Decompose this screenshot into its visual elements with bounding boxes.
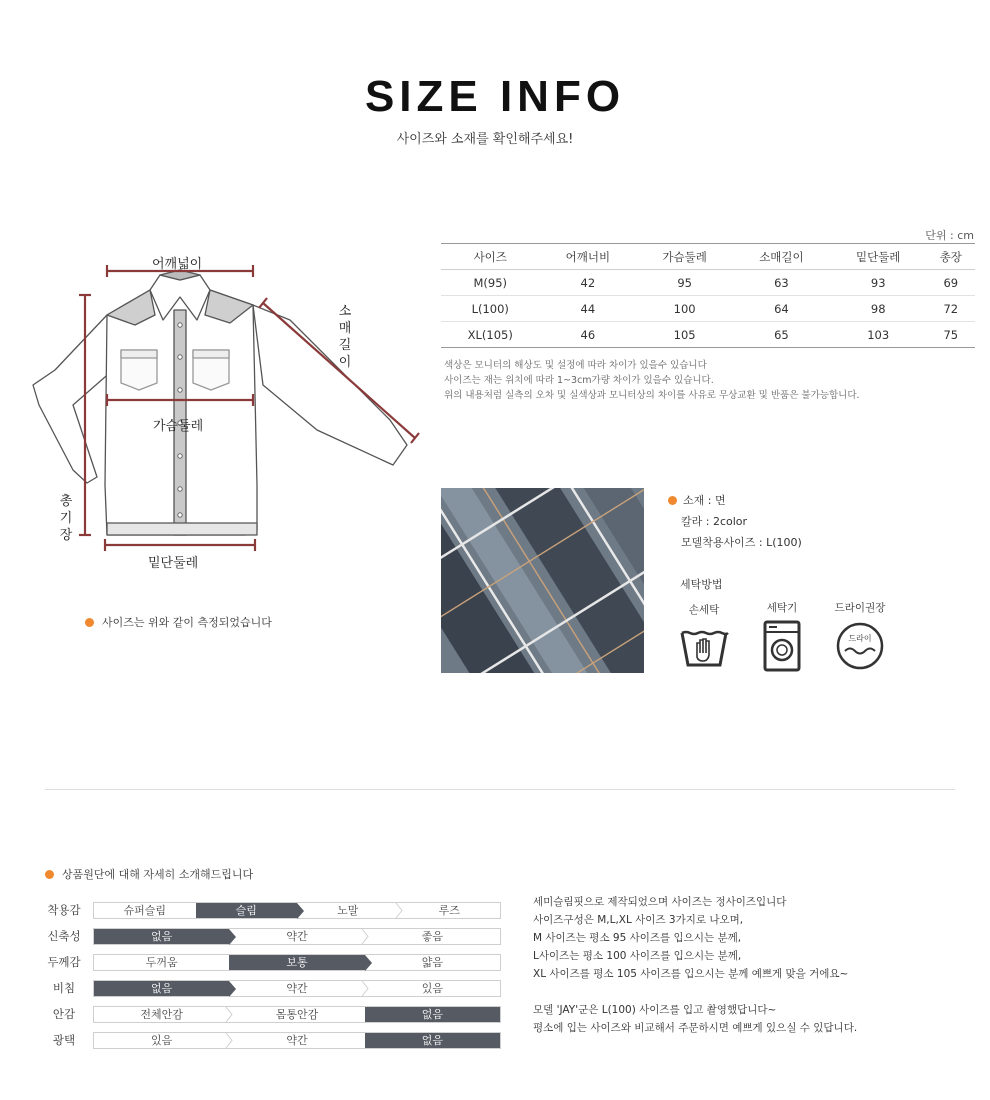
- attribute-option-label: 전체안감: [140, 1008, 183, 1021]
- attribute-option-selected: [229, 955, 364, 970]
- attribute-option-selected: [196, 903, 298, 918]
- attribute-option: [94, 1033, 229, 1048]
- attribute-option-label: 좋음: [421, 930, 443, 943]
- table-cell: XL(105): [441, 322, 539, 348]
- attribute-option: [297, 903, 399, 918]
- table-cell: 103: [830, 322, 927, 348]
- attribute-option-label: 보통: [286, 956, 308, 969]
- dry-clean-icon: [835, 621, 885, 671]
- table-cell: 105: [636, 322, 733, 348]
- table-cell: 98: [830, 296, 927, 322]
- chevron-right-icon: [361, 981, 369, 996]
- arrow-right-icon: [297, 903, 304, 919]
- arrow-right-icon: [365, 955, 372, 971]
- col-sleeve: 소매길이: [733, 244, 830, 270]
- table-cell: 72: [927, 296, 975, 322]
- arrow-right-icon: [229, 981, 236, 997]
- wash-label: 세탁기: [766, 602, 798, 614]
- attribute-option-label: 얇음: [421, 956, 443, 969]
- description-line: 사이즈구성은 M,L,XL 사이즈 3가지로 나오며,: [533, 914, 744, 926]
- attribute-option-selected: [365, 1033, 500, 1048]
- attribute-option-label: 두꺼움: [145, 956, 178, 969]
- attribute-option-label: 몸통안감: [275, 1008, 319, 1021]
- attribute-option-label: 루즈: [438, 904, 460, 917]
- page-subtitle: 사이즈와 소재를 확인해주세요!: [396, 132, 574, 147]
- page-title: SIZE INFO: [364, 72, 626, 121]
- table-row: [441, 296, 975, 322]
- dry-clean-icon-text: 드라이: [848, 634, 872, 643]
- attribute-row: [35, 1027, 501, 1053]
- attribute-scale: [93, 954, 501, 971]
- col-length: 총장: [927, 244, 975, 270]
- attribute-option-label: 없음: [421, 1034, 443, 1047]
- description-line: 모델 'JAY'군은 L(100) 사이즈를 입고 촬영했답니다~: [533, 1004, 777, 1016]
- table-cell: 95: [636, 270, 733, 296]
- attribute-label: 광택: [52, 1033, 76, 1047]
- attribute-option: [399, 903, 501, 918]
- table-row: [441, 270, 975, 296]
- table-note: 색상은 모니터의 해상도 및 설정에 따라 차이가 있을수 있습니다: [444, 360, 707, 371]
- attribute-option: [365, 955, 500, 970]
- attribute-row: [35, 949, 501, 975]
- attribute-scale: [93, 902, 501, 919]
- bullet-dot-icon: [85, 618, 94, 627]
- sleeve-label: 소 매 길 이: [338, 304, 352, 370]
- table-cell: 42: [539, 270, 636, 296]
- description-line: L사이즈는 평소 100 사이즈를 입으시는 분께,: [533, 950, 742, 962]
- attribute-scale: [93, 980, 501, 997]
- bullet-dot-icon: [45, 870, 54, 879]
- measurement-note-text: 사이즈는 위와 같이 측정되었습니다: [102, 616, 272, 629]
- attribute-option-label: 약간: [286, 1034, 308, 1047]
- attribute-option-label: 노말: [337, 904, 359, 917]
- wash-label: 손세탁: [688, 604, 720, 616]
- col-size: 사이즈: [441, 244, 539, 270]
- material-info: [668, 490, 802, 553]
- table-cell: 63: [733, 270, 830, 296]
- attribute-row: [35, 923, 501, 949]
- model-size-text: 모델착용사이즈 : L(100): [681, 536, 802, 549]
- table-cell: 93: [830, 270, 927, 296]
- attribute-option: [229, 929, 364, 944]
- attribute-option: [94, 955, 229, 970]
- attribute-option-selected: [94, 929, 229, 944]
- washing-machine-item: [747, 602, 817, 676]
- table-row: [441, 322, 975, 348]
- attribute-option: [365, 929, 500, 944]
- table-cell: L(100): [441, 296, 539, 322]
- color-text: 칼라 : 2color: [681, 515, 748, 528]
- table-cell: 65: [733, 322, 830, 348]
- table-cell: 46: [539, 322, 636, 348]
- attribute-row: [35, 975, 501, 1001]
- attribute-label: 신축성: [47, 929, 81, 943]
- attribute-option: [229, 1033, 364, 1048]
- unit-label: 단위 : cm: [925, 229, 974, 242]
- table-note: 위의 내용처럼 실측의 오차 및 실색상과 모니터상의 차이를 사유로 무상교환 및 반품은 불가능합니다.: [444, 390, 860, 401]
- shoulder-label: 어깨넓이: [152, 257, 203, 272]
- attribute-option-label: 없음: [151, 930, 173, 943]
- chevron-right-icon: [225, 1033, 233, 1048]
- attribute-option-label: 슈퍼슬림: [123, 904, 166, 917]
- attribute-option-selected: [365, 1007, 500, 1022]
- attribute-option-selected: [94, 981, 229, 996]
- hand-wash-icon: [676, 623, 732, 671]
- attribute-row: [35, 1001, 501, 1027]
- table-notes: [444, 358, 860, 403]
- table-cell: 69: [927, 270, 975, 296]
- fabric-swatch-image: [441, 488, 644, 673]
- attribute-scale: [93, 1032, 501, 1049]
- description-line: 세미슬림핏으로 제작되었으며 사이즈는 정사이즈입니다: [533, 896, 787, 908]
- length-label: 총 기 장: [59, 494, 73, 543]
- attribute-scale: [93, 928, 501, 945]
- attribute-option-label: 슬림: [235, 904, 257, 917]
- attribute-option-label: 없음: [421, 1008, 443, 1021]
- attribute-label: 착용감: [47, 903, 81, 917]
- size-table: [441, 243, 975, 348]
- attribute-label: 두께감: [47, 955, 81, 969]
- description-line: M 사이즈는 평소 95 사이즈를 입으시는 분께,: [533, 932, 742, 944]
- description-line: 평소에 입는 사이즈와 비교해서 주문하시면 예쁘게 있으실 수 있답니다.: [533, 1022, 858, 1034]
- attribute-option-label: 약간: [286, 930, 308, 943]
- fabric-attribute-bars: [35, 897, 501, 1053]
- attribute-option: [94, 1007, 229, 1022]
- attribute-option: [94, 903, 196, 918]
- attribute-option: [229, 981, 364, 996]
- attribute-scale: [93, 1006, 501, 1023]
- attribute-row: [35, 897, 501, 923]
- attribute-label: 비침: [52, 981, 76, 995]
- table-cell: M(95): [441, 270, 539, 296]
- description-line: XL 사이즈를 평소 105 사이즈를 입으시는 분께 예쁘게 맞을 거에요~: [533, 968, 849, 980]
- shirt-diagram: [25, 245, 425, 585]
- table-cell: 100: [636, 296, 733, 322]
- hand-wash-item: [669, 602, 739, 674]
- washing-machine-icon: [762, 619, 802, 673]
- description-spacer: [533, 983, 857, 1001]
- attribute-option-label: 있음: [151, 1034, 173, 1047]
- bullet-dot-icon: [668, 496, 677, 505]
- attribute-option-label: 없음: [151, 982, 173, 995]
- chevron-right-icon: [361, 929, 369, 944]
- wash-title: 세탁방법: [680, 578, 723, 591]
- col-shoulder: 어깨너비: [539, 244, 636, 270]
- measurement-note: [85, 614, 272, 630]
- table-note: 사이즈는 재는 위치에 따라 1~3cm가량 차이가 있을수 있습니다.: [444, 375, 714, 386]
- table-cell: 75: [927, 322, 975, 348]
- hem-label: 밑단둘레: [148, 556, 199, 571]
- col-hem: 밑단둘레: [830, 244, 927, 270]
- table-header-row: [441, 244, 975, 270]
- chest-label: 가슴둘레: [153, 419, 204, 434]
- col-chest: 가슴둘레: [636, 244, 733, 270]
- product-description: [533, 893, 857, 1037]
- table-cell: 64: [733, 296, 830, 322]
- details-title-text: 상품원단에 대해 자세히 소개해드립니다: [62, 868, 254, 881]
- chevron-right-icon: [225, 1007, 233, 1022]
- attribute-option: [229, 1007, 364, 1022]
- table-cell: 44: [539, 296, 636, 322]
- wash-label: 드라이권장: [834, 602, 886, 614]
- attribute-option: [365, 981, 500, 996]
- attribute-option-label: 약간: [286, 982, 308, 995]
- attribute-label: 안감: [52, 1007, 76, 1021]
- dry-clean-item: [825, 602, 895, 671]
- fabric-text: 소재 : 면: [683, 494, 726, 507]
- arrow-right-icon: [229, 929, 236, 945]
- section-divider: [45, 789, 955, 790]
- attribute-option-label: 있음: [421, 982, 443, 995]
- chevron-right-icon: [395, 903, 403, 918]
- details-title: [45, 866, 253, 882]
